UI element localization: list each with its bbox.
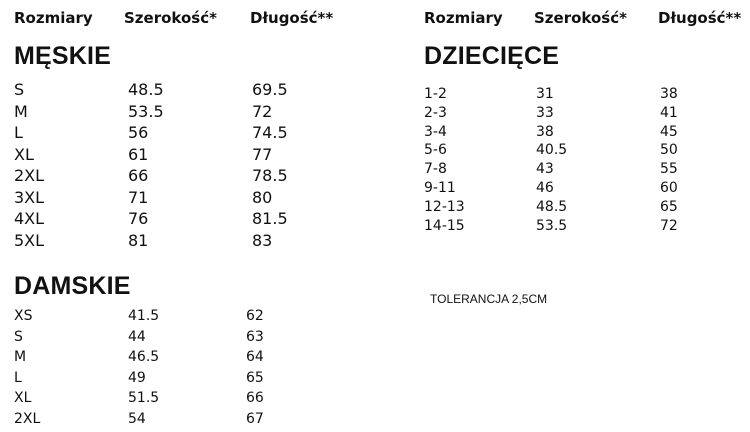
size-cell: 1-2	[424, 86, 447, 102]
width-cell: 38	[536, 123, 554, 140]
size-cell: 2XL	[14, 166, 45, 185]
size-cell: 14-15	[424, 217, 465, 234]
length-cell: 65	[246, 369, 264, 386]
section-title-kids: DZIECIĘCE	[424, 42, 560, 70]
width-cell: 49	[128, 369, 146, 386]
header-width-right: Szerokość*	[534, 9, 627, 27]
size-cell: L	[14, 123, 23, 142]
length-cell: 55	[660, 161, 678, 178]
width-cell: 53.5	[128, 101, 164, 121]
size-cell: XS	[14, 308, 33, 324]
width-cell: 76	[128, 209, 149, 228]
width-cell: 71	[128, 187, 149, 207]
width-cell: 46.5	[128, 349, 160, 365]
header-length-right: Długość**	[658, 9, 742, 27]
length-cell: 77	[252, 144, 273, 164]
width-cell: 66	[128, 166, 149, 185]
length-cell: 74.5	[252, 123, 288, 142]
length-cell: 78.5	[252, 166, 288, 185]
section-title-women: DAMSKIE	[14, 272, 131, 300]
size-cell: L	[14, 369, 22, 386]
length-cell: 72	[252, 101, 273, 121]
size-cell: XL	[14, 390, 32, 406]
length-cell: 66	[246, 390, 264, 406]
header-sizes-right: Rozmiary	[424, 9, 503, 27]
length-cell: 60	[660, 180, 678, 196]
width-cell: 61	[128, 144, 149, 164]
width-cell: 31	[536, 86, 554, 102]
width-cell: 33	[536, 104, 554, 121]
header-width-left: Szerokość*	[124, 9, 217, 27]
size-cell: 5XL	[14, 230, 45, 250]
tolerance-note: TOLERANCJA 2,5CM	[430, 292, 548, 306]
size-cell: 3XL	[14, 187, 45, 207]
size-cell: 3-4	[424, 123, 447, 140]
length-cell: 83	[252, 230, 273, 250]
size-cell: 2-3	[424, 104, 447, 121]
width-cell: 81	[128, 230, 149, 250]
length-cell: 45	[660, 123, 678, 140]
length-cell: 67	[246, 410, 264, 427]
size-cell: 12-13	[424, 198, 465, 215]
length-cell: 81.5	[252, 209, 288, 228]
length-cell: 80	[252, 187, 273, 207]
size-cell: M	[14, 349, 27, 365]
size-cell: S	[14, 80, 25, 99]
width-cell: 44	[128, 328, 146, 345]
size-cell: 2XL	[14, 410, 41, 427]
size-cell: XL	[14, 144, 34, 164]
header-sizes-left: Rozmiary	[14, 9, 93, 27]
width-cell: 51.5	[128, 390, 160, 406]
width-cell: 56	[128, 123, 149, 142]
length-cell: 63	[246, 328, 264, 345]
size-cell: 9-11	[424, 180, 456, 196]
length-cell: 41	[660, 104, 678, 121]
size-cell: S	[14, 328, 23, 345]
header-length-left: Długość**	[250, 9, 334, 27]
size-cell: M	[14, 101, 28, 121]
length-cell: 69.5	[252, 80, 288, 99]
size-cell: 4XL	[14, 209, 45, 228]
width-cell: 48.5	[128, 80, 164, 99]
width-cell: 46	[536, 180, 554, 196]
length-cell: 65	[660, 198, 678, 215]
width-cell: 53.5	[536, 217, 568, 234]
width-cell: 40.5	[536, 142, 568, 159]
width-cell: 54	[128, 410, 146, 427]
section-title-men: MĘSKIE	[14, 42, 112, 70]
size-cell: 7-8	[424, 161, 447, 178]
width-cell: 43	[536, 161, 554, 178]
length-cell: 62	[246, 308, 264, 324]
width-cell: 48.5	[536, 198, 568, 215]
length-cell: 38	[660, 86, 678, 102]
size-cell: 5-6	[424, 142, 447, 159]
length-cell: 64	[246, 349, 264, 365]
width-cell: 41.5	[128, 308, 160, 324]
length-cell: 72	[660, 217, 678, 234]
length-cell: 50	[660, 142, 678, 159]
